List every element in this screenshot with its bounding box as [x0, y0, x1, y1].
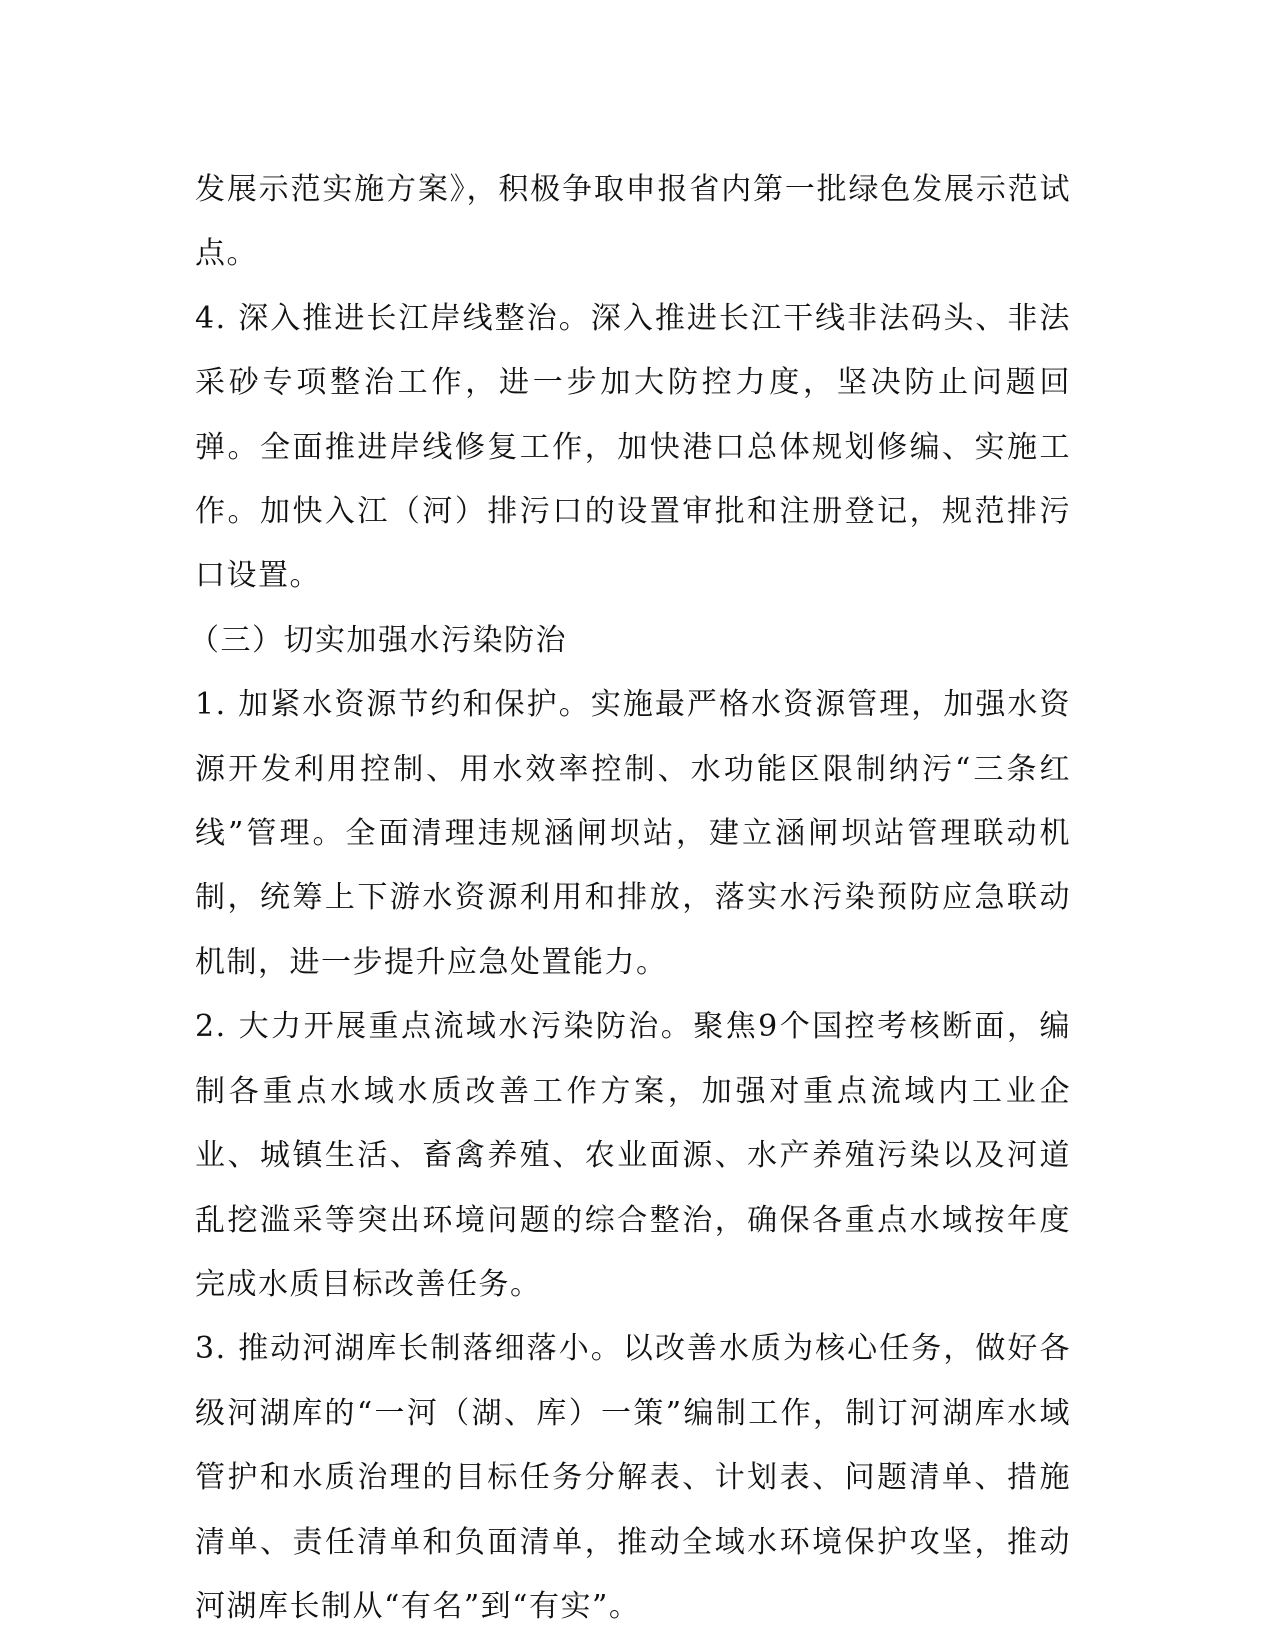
paragraph-water-resources: 1. 加紧水资源节约和保护。实施最严格水资源管理，加强水资源开发利用控制、用水效率控制、水功能区限制纳污“三条红线”管理。全面清理违规涵闸坝站，建立涵闸坝站管理联动机制，统筹上下游水资源利用和排放，落实水污染预防应急联动机制，进一步提升应急处置能力。 — [195, 687, 1071, 980]
paragraph-yangtze-shoreline: 4. 深入推进长江岸线整治。深入推进长江干线非法码头、非法采砂专项整治工作，进一步加大防控力度，坚决防止问题回弹。全面推进岸线修复工作，加快港口总体规划修编、实施工作。加快入江（河）排污口的设置审批和注册登记，规范排污口设置。 — [195, 300, 1071, 594]
paragraph-key-basins: 2. 大力开展重点流域水污染防治。聚焦9个国控考核断面，编制各重点水域水质改善工作方案，加强对重点流域内工业企业、城镇生活、畜禽养殖、农业面源、水产养殖污染以及河道乱挖滥采等突出环境问题的综合整治，确保各重点水域按年度完成水质目标改善任务。 — [195, 1009, 1071, 1302]
paragraph-river-chief: 3. 推动河湖库长制落细落小。以改善水质为核心任务，做好各级河湖库的“一河（湖、库）一策”编制工作，制订河湖库水域管护和水质治理的目标任务分解表、计划表、问题清单、措施清单、责任清单和负面清单，推动全域水环境保护攻坚，推动河湖库长制从“有名”到“有实”。 — [195, 1331, 1071, 1624]
document-body — [189, 158, 1071, 1639]
paragraph-continuation: 发展示范实施方案》，积极争取申报省内第一批绿色发展示范试点。 — [195, 172, 1071, 272]
section-heading-water-pollution: （三）切实加强水污染防治 — [189, 622, 567, 658]
